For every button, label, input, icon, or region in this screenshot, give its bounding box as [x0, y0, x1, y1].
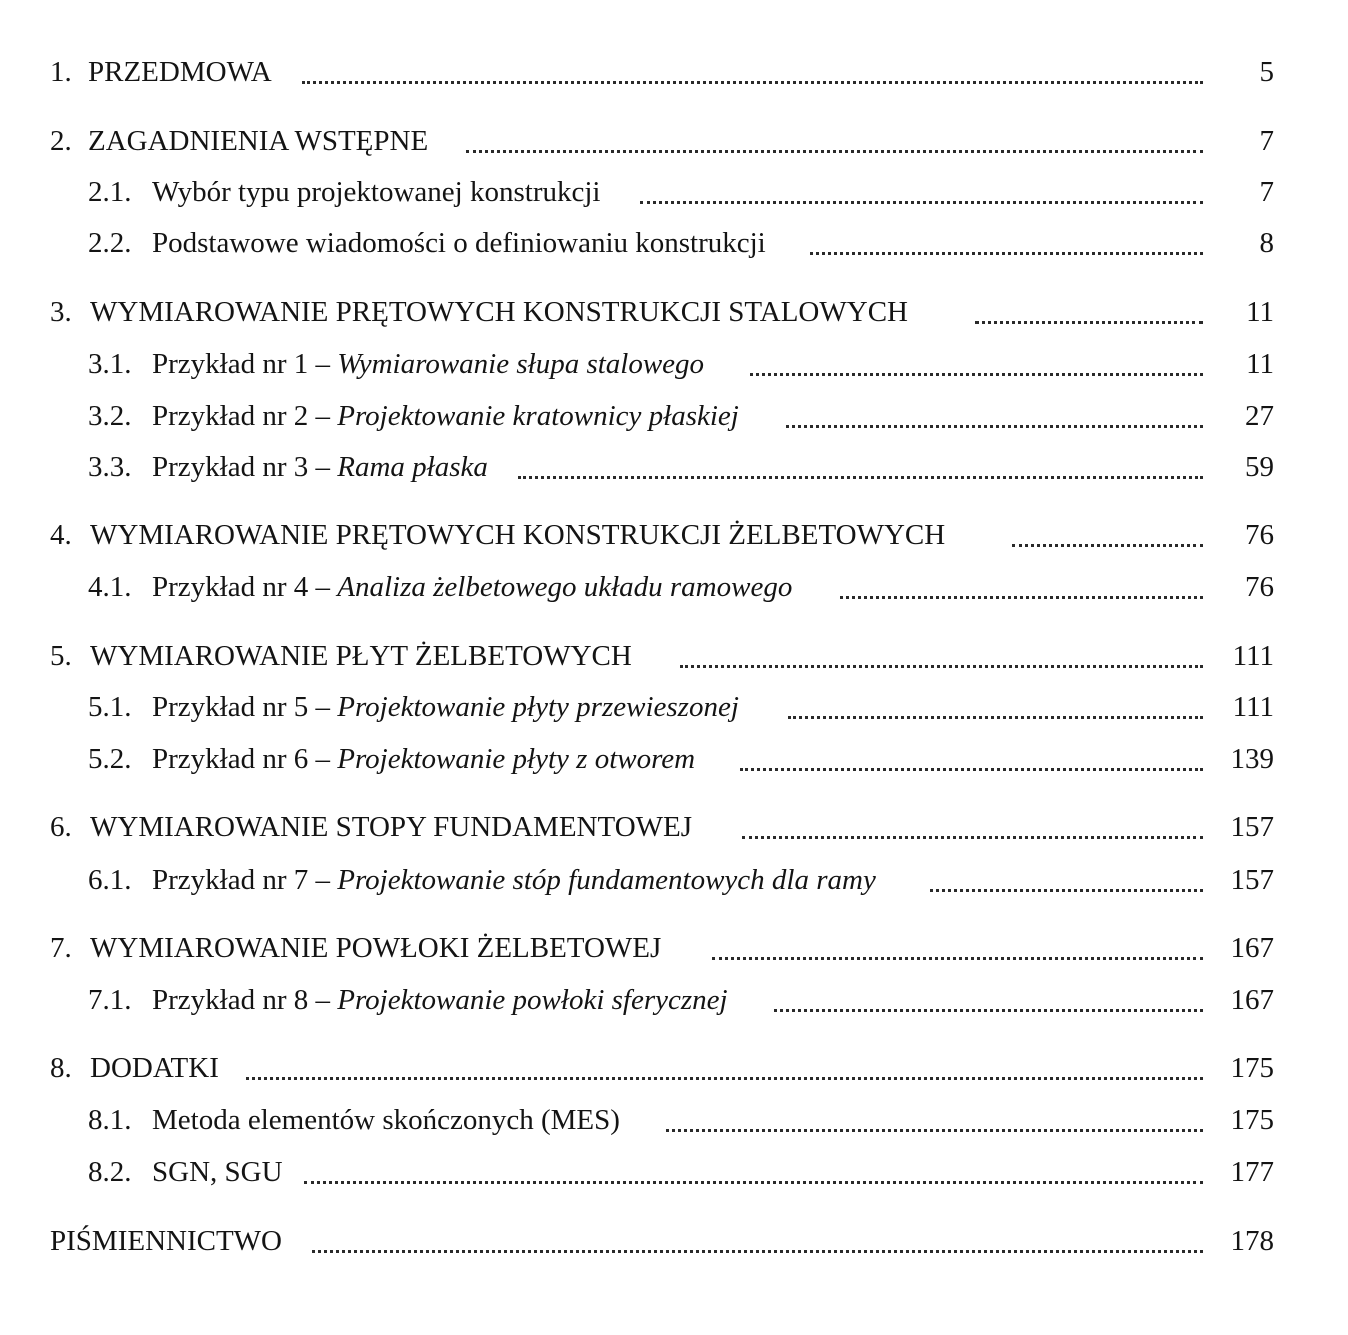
toc-entry-number: 6.1.: [88, 864, 132, 896]
toc-entry-page: 5: [1259, 56, 1274, 88]
toc-entry-title: Wybór typu projektowanej konstrukcji: [152, 176, 601, 208]
dot-leader: [930, 889, 1203, 892]
toc-entry-2-1[interactable]: [0, 172, 1348, 212]
toc-entry-page: 8: [1259, 227, 1274, 259]
toc-entry-number: 3.1.: [88, 348, 132, 380]
dot-leader: [302, 81, 1203, 84]
toc-entry-number: 2.: [50, 125, 72, 157]
toc-entry-number: 3.: [50, 296, 72, 328]
toc-entry-3-3[interactable]: [0, 447, 1348, 487]
toc-entry-3-1[interactable]: [0, 344, 1348, 384]
toc-entry-number: 6.: [50, 811, 72, 843]
toc-entry-wymiarowanie-zelbetowych[interactable]: [0, 515, 1348, 555]
toc-entry-page: 27: [1245, 400, 1274, 432]
toc-entry-page: 175: [1230, 1104, 1274, 1136]
toc-entry-wymiarowanie-plyt[interactable]: [0, 636, 1348, 676]
toc-entry-dodatki[interactable]: [0, 1048, 1348, 1088]
dot-leader: [1012, 544, 1203, 547]
toc-entry-page: 7: [1259, 176, 1274, 208]
toc-entry-title: Przykład nr 7 – Projektowanie stóp fundamentowych dla ramy: [152, 864, 876, 896]
toc-entry-page: 177: [1230, 1156, 1274, 1188]
toc-entry-title: Przykład nr 3 – Rama płaska: [152, 451, 488, 483]
toc-entry-page: 111: [1232, 640, 1274, 672]
toc-entry-title: Przykład nr 1 – Wymiarowanie słupa stalowego: [152, 348, 705, 380]
toc-entry-title: Przykład nr 4 – Analiza żelbetowego układu ramowego: [152, 571, 793, 603]
toc-entry-2-2[interactable]: [0, 223, 1348, 263]
toc-entry-wymiarowanie-stalowych[interactable]: [0, 292, 1348, 332]
dot-leader: [640, 201, 1203, 204]
toc-entry-page: 7: [1259, 125, 1274, 157]
toc-entry-number: 1.: [50, 56, 72, 88]
dot-leader: [666, 1129, 1203, 1132]
toc-entry-number: 7.1.: [88, 984, 132, 1016]
dot-leader: [840, 596, 1203, 599]
toc-entry-number: 8.: [50, 1052, 72, 1084]
toc-entry-4-1[interactable]: [0, 567, 1348, 607]
toc-entry-pismiennictwo[interactable]: [0, 1221, 1348, 1261]
toc-entry-7-1[interactable]: [0, 980, 1348, 1020]
toc-entry-number: 8.2.: [88, 1156, 132, 1188]
dot-leader: [312, 1250, 1203, 1253]
toc-entry-title: Przykład nr 8 – Projektowanie powłoki sferycznej: [152, 984, 728, 1016]
toc-entry-title: WYMIAROWANIE STOPY FUNDAMENTOWEJ: [90, 811, 693, 843]
toc-entry-number: 3.2.: [88, 400, 132, 432]
toc-entry-title: Przykład nr 6 – Projektowanie płyty z otworem: [152, 743, 696, 775]
toc-entry-page: 11: [1246, 296, 1274, 328]
toc-entry-przedmowa[interactable]: [0, 52, 1348, 92]
dot-leader: [246, 1077, 1203, 1080]
toc-entry-page: 175: [1230, 1052, 1274, 1084]
toc-entry-number: 7.: [50, 932, 72, 964]
dot-leader: [975, 321, 1203, 324]
toc-entry-page: 111: [1232, 691, 1274, 723]
toc-entry-title: Metoda elementów skończonych (MES): [152, 1104, 620, 1136]
dot-leader: [786, 425, 1203, 428]
toc-entry-page: 59: [1245, 451, 1274, 483]
toc-entry-number: 4.1.: [88, 571, 132, 603]
toc-entry-8-2[interactable]: [0, 1152, 1348, 1192]
toc-entry-page: 167: [1230, 932, 1274, 964]
dot-leader: [810, 252, 1203, 255]
toc-entry-6-1[interactable]: [0, 860, 1348, 900]
toc-entry-title: PRZEDMOWA: [88, 56, 272, 88]
toc-entry-5-2[interactable]: [0, 739, 1348, 779]
dot-leader: [742, 836, 1203, 839]
toc-entry-number: 5.1.: [88, 691, 132, 723]
toc-entry-number: 2.2.: [88, 227, 132, 259]
toc-entry-title: DODATKI: [90, 1052, 219, 1084]
toc-entry-number: 8.1.: [88, 1104, 132, 1136]
dot-leader: [774, 1009, 1203, 1012]
toc-entry-number: 3.3.: [88, 451, 132, 483]
toc-entry-title: WYMIAROWANIE PŁYT ŻELBETOWYCH: [90, 640, 632, 672]
toc-entry-5-1[interactable]: [0, 687, 1348, 727]
toc-entry-wymiarowanie-powloki[interactable]: [0, 928, 1348, 968]
toc-entry-page: 178: [1230, 1225, 1274, 1257]
toc-entry-page: 76: [1245, 571, 1274, 603]
toc-entry-title: SGN, SGU: [152, 1156, 283, 1188]
dot-leader: [788, 716, 1203, 719]
dot-leader: [740, 768, 1203, 771]
toc-entry-title: PIŚMIENNICTWO: [50, 1225, 282, 1257]
toc-entry-title: Przykład nr 2 – Projektowanie kratownicy płaskiej: [152, 400, 739, 432]
toc-entry-page: 157: [1230, 864, 1274, 896]
toc-entry-page: 167: [1230, 984, 1274, 1016]
toc-entry-number: 2.1.: [88, 176, 132, 208]
toc-entry-page: 139: [1230, 743, 1274, 775]
toc-entry-page: 76: [1245, 519, 1274, 551]
toc-entry-number: 4.: [50, 519, 72, 551]
toc-entry-number: 5.: [50, 640, 72, 672]
dot-leader: [466, 150, 1203, 153]
toc-entry-title: WYMIAROWANIE POWŁOKI ŻELBETOWEJ: [90, 932, 662, 964]
toc-entry-page: 157: [1230, 811, 1274, 843]
toc-entry-page: 11: [1246, 348, 1274, 380]
toc-entry-8-1[interactable]: [0, 1100, 1348, 1140]
dot-leader: [304, 1181, 1203, 1184]
toc-entry-zagadnienia-wstepne[interactable]: [0, 121, 1348, 161]
toc-entry-title: WYMIAROWANIE PRĘTOWYCH KONSTRUKCJI STALOWYCH: [90, 296, 908, 328]
toc-entry-title: Przykład nr 5 – Projektowanie płyty przewieszonej: [152, 691, 739, 723]
dot-leader: [712, 957, 1203, 960]
toc-entry-title: WYMIAROWANIE PRĘTOWYCH KONSTRUKCJI ŻELBETOWYCH: [90, 519, 946, 551]
dot-leader: [680, 665, 1203, 668]
toc-entry-title: Podstawowe wiadomości o definiowaniu konstrukcji: [152, 227, 766, 259]
toc-entry-title: ZAGADNIENIA WSTĘPNE: [88, 125, 429, 157]
toc-entry-wymiarowanie-stopy[interactable]: [0, 807, 1348, 847]
dot-leader: [750, 373, 1203, 376]
dot-leader: [518, 476, 1203, 479]
toc-entry-3-2[interactable]: [0, 396, 1348, 436]
toc-entry-number: 5.2.: [88, 743, 132, 775]
